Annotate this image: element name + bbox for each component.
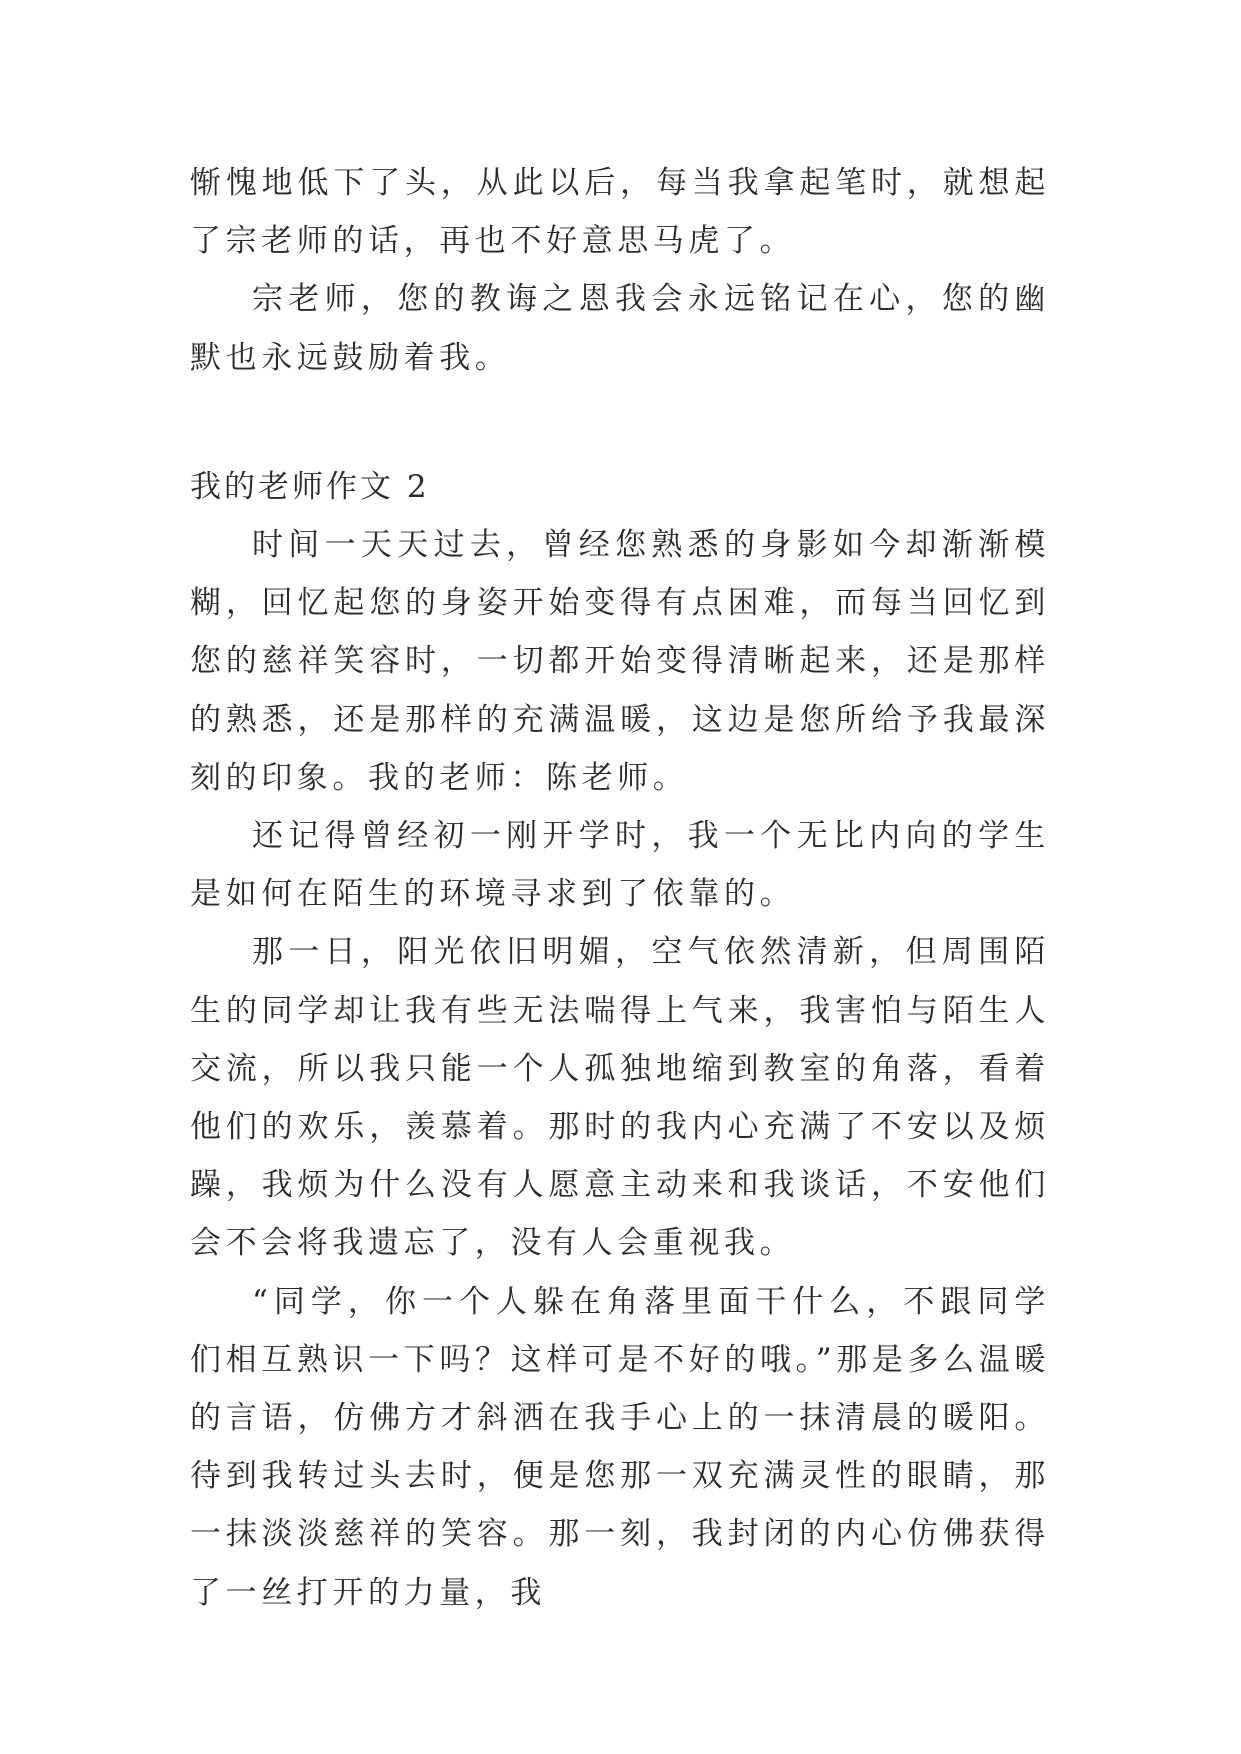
paragraph-continuation: 惭愧地低下了头，从此以后，每当我拿起笔时，就想起了宗老师的话，再也不好意思马虎了。 (190, 165, 1050, 260)
essay-title: 我的老师作文 2 (190, 468, 430, 505)
paragraph: 那一日，阳光依旧明媚，空气依然清新，但周围陌生的同学却让我有些无法喘得上气来，我害怕与陌生人交流，所以我只能一个人孤独地缩到教室的角落，看着他们的欢乐，羡慕着。那时的我内心充满了不安以及烦躁，我烦为什么没有人愿意主动来和我谈话，不安他们会不会将我遗忘了，没有人会重视我。 (190, 934, 1050, 1262)
document-page (190, 154, 1050, 1622)
paragraph: 还记得曾经初一刚开学时，我一个无比内向的学生是如何在陌生的环境寻求到了依靠的。 (190, 818, 1050, 913)
paragraph: 宗老师，您的教诲之恩我会永远铭记在心，您的幽默也永远鼓励着我。 (190, 281, 1050, 376)
paragraph: 时间一天天过去，曾经您熟悉的身影如今却渐渐模糊，回忆起您的身姿开始变得有点困难，而每当回忆到您的慈祥笑容时，一切都开始变得清晰起来，还是那样的熟悉，还是那样的充满温暖，这边是您所给予我最深刻的印象。我的老师：陈老师。 (190, 527, 1050, 796)
paragraph: “同学，你一个人躲在角落里面干什么，不跟同学们相互熟识一下吗？这样可是不好的哦。”那是多么温暖的言语，仿佛方才斜洒在我手心上的一抹清晨的暖阳。待到我转过头去时，便是您那一双充满灵性的眼睛，那一抹淡淡慈祥的笑容。那一刻，我封闭的内心仿佛获得了一丝打开的力量，我 (190, 1283, 1050, 1611)
